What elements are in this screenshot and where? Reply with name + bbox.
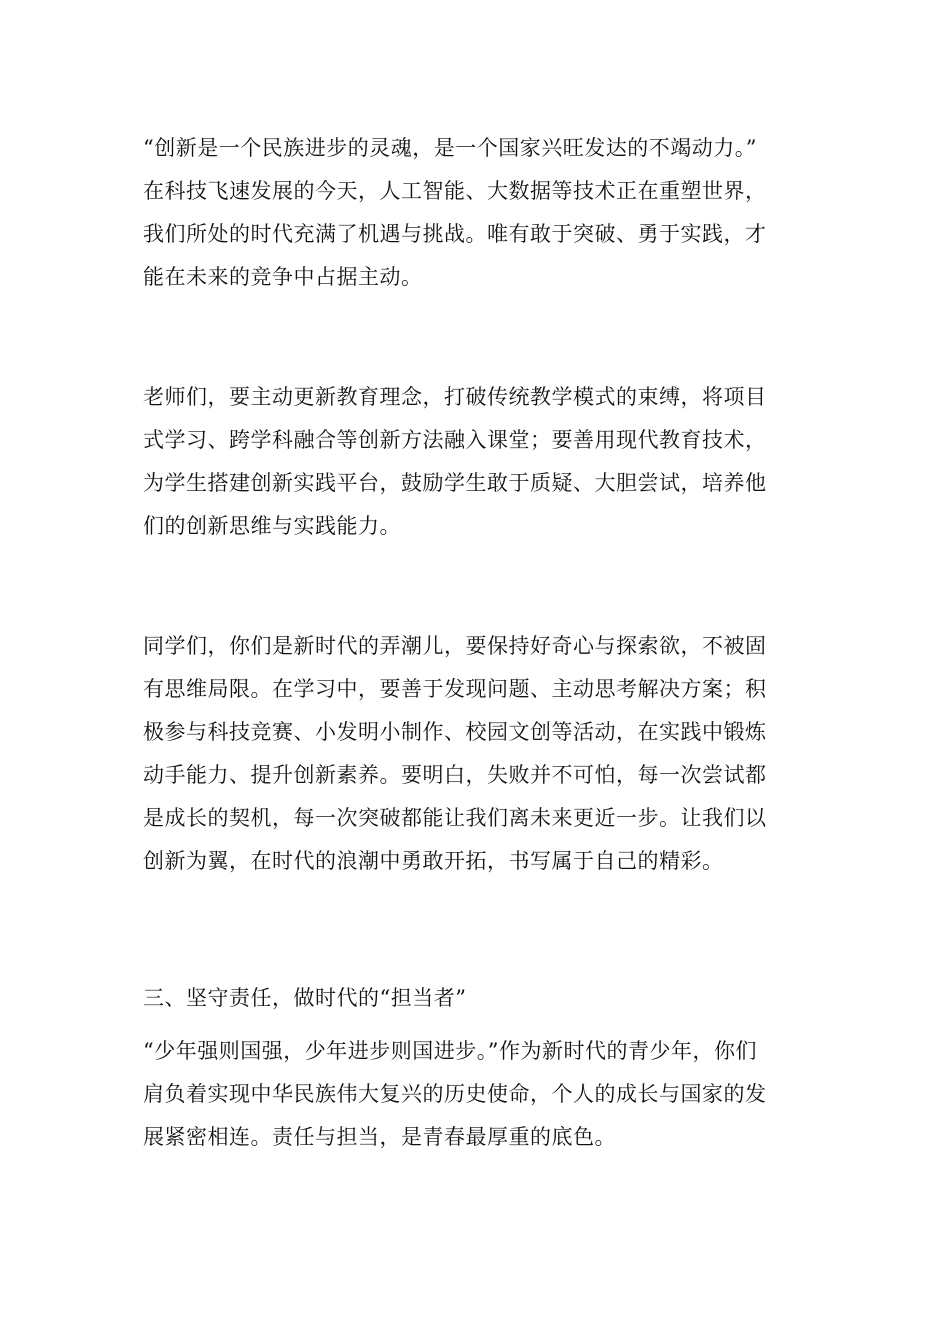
paragraph-innovation-soul: “创新是一个民族进步的灵魂，是一个国家兴旺发达的不竭动力。” 在科技飞速发展的今天，人工智能、大数据等技术正在重塑世界， 我们所处的时代充满了机遇与挑战。唯有敢于突破、勇于实践，才 能在未来的竞争中占据主动。 xyxy=(143,136,767,289)
paragraph-students: 同学们，你们是新时代的弄潮儿，要保持好奇心与探索欲，不被固 有思维局限。在学习中，要善于发现问题、主动思考解决方案；积 极参与科技竞赛、小发明小制作、校园文创等活动，在实践中锻炼 动手能力、提升创新素养。要明白，失败并不可怕，每一次尝试都 是成长的契机，每一次突破都能让我们离未来更近一步。让我们以 创新为翼，在时代的浪潮中勇敢开拓，书写属于自己的精彩。 xyxy=(143,634,767,873)
paragraph-responsibility: “少年强则国强，少年进步则国进步。”作为新时代的青少年，你们 肩负着实现中华民族伟大复兴的历史使命，个人的成长与国家的发 展紧密相连。责任与担当，是青春最厚重的底色。 xyxy=(143,1039,767,1149)
section-heading: 三、坚守责任，做时代的“担当者” xyxy=(143,986,467,1010)
paragraph-teachers: 老师们，要主动更新教育理念，打破传统教学模式的束缚，将项目 式学习、跨学科融合等创新方法融入课堂；要善用现代教育技术， 为学生搭建创新实践平台，鼓励学生敢于质疑、大胆尝试，培养他 们的创新思维与实践能力。 xyxy=(143,385,767,538)
